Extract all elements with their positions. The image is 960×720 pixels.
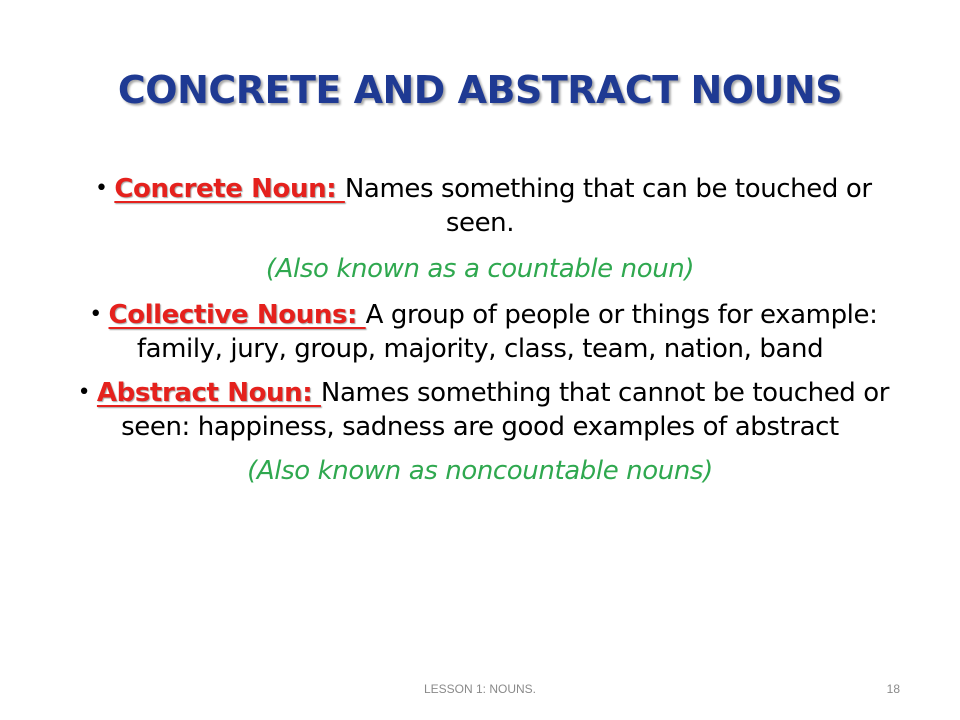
slide-title: CONCRETE AND ABSTRACT NOUNS: [117, 68, 843, 112]
abstract-noun-item: [60, 376, 900, 444]
bullet-icon: •: [95, 176, 108, 201]
footer-lesson-label: LESSON 1: NOUNS.: [423, 682, 537, 696]
collective-nouns-definition: A group of people or things for example: family, jury, group, majority, class, team, nation, band: [136, 300, 878, 364]
concrete-noun-definition: Names something that can be touched or seen.: [344, 174, 872, 238]
noncountable-nouns-note: (Also known as noncountable nouns): [247, 456, 713, 486]
abstract-noun-definition: Names something that cannot be touched or seen: happiness, sadness are good examples of abstract: [121, 378, 890, 442]
concrete-noun-item: [60, 172, 900, 240]
collective-nouns-item: [60, 298, 900, 366]
countable-noun-note: (Also known as a countable noun): [265, 254, 695, 284]
concrete-noun-term: Concrete Noun:: [114, 174, 345, 204]
slide-content: [60, 172, 900, 488]
collective-nouns-term: Collective Nouns:: [108, 300, 366, 330]
abstract-noun-term: Abstract Noun:: [96, 378, 321, 408]
page-number: 18: [886, 682, 900, 696]
bullet-icon: •: [77, 380, 91, 405]
bullet-icon: •: [89, 302, 102, 327]
